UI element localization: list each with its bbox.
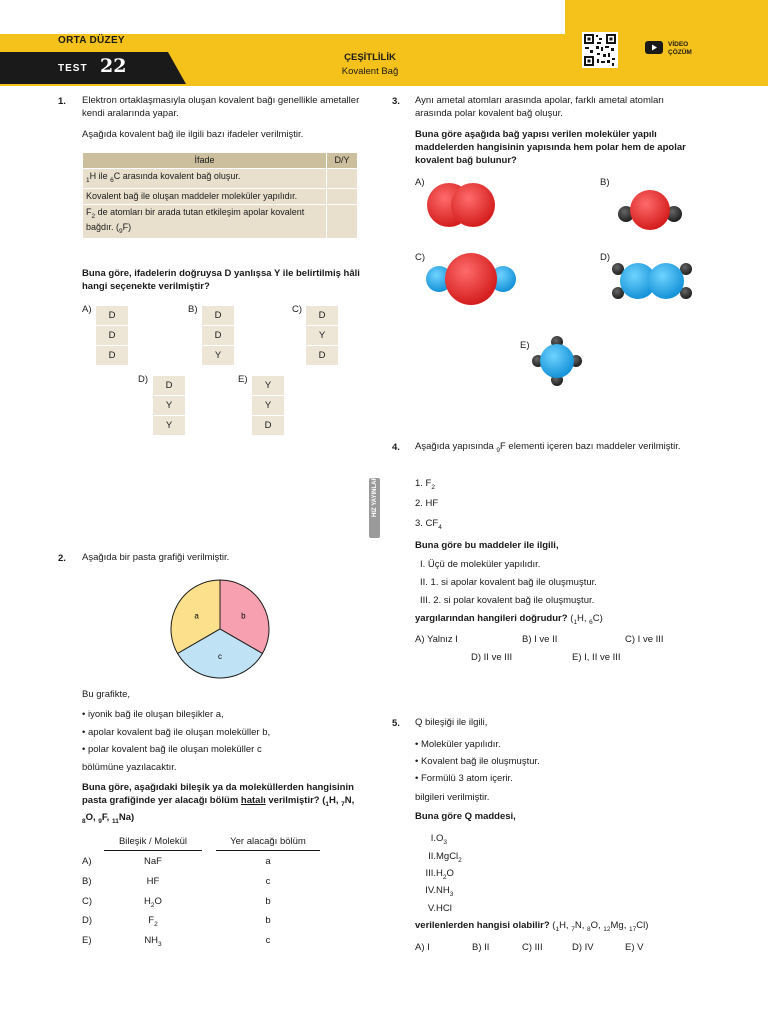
q2-bullet-2-text: apolar kovalent bağ ile oluşan moleküller b,	[87, 727, 271, 738]
q4-number: 4.	[392, 442, 400, 453]
q2-question-underline: hatalı	[240, 795, 266, 806]
q2-intro: Bu grafikte,	[82, 689, 131, 700]
q4-option-c[interactable]: C) I ve III	[625, 634, 664, 645]
table-row	[83, 204, 358, 239]
video-play-icon[interactable]	[645, 41, 663, 54]
q5-number: 5.	[392, 718, 400, 729]
q3-number: 3.	[392, 96, 400, 107]
q2-option-a-part: a	[265, 856, 271, 867]
q1-dy-cell[interactable]	[327, 169, 358, 189]
q4-statement-3: III. 2. si polar kovalent bağ ile oluşmuştur.	[420, 595, 595, 606]
q1-statement-table	[82, 152, 358, 239]
pie-label-b: b	[241, 611, 246, 621]
q2-option-a-compound: NaF	[144, 856, 162, 867]
q1-option-e-value: Y	[252, 376, 284, 396]
q2-option-a-label[interactable]: A)	[82, 856, 92, 867]
q2-col-part: Yer alacağı bölüm	[216, 835, 320, 851]
q1-option-b-value: D	[202, 306, 234, 326]
qr-code-icon[interactable]	[582, 32, 618, 68]
q2-question-text: Buna göre, aşağıdaki bileşik ya da moleküllerden hangisinin pasta grafiğinde yer alacağı bölüm	[82, 782, 354, 806]
q4-item-1: 1. $F_2$	[415, 478, 435, 491]
q5-bullet-2: • Kovalent bağ ile oluşmuştur.	[415, 756, 540, 767]
q2-pie-chart	[168, 578, 272, 680]
q5-choice-4: $NH_3$	[436, 885, 454, 898]
q5-tail: bilgileri verilmiştir.	[415, 792, 490, 803]
q5-choice-1: $O_3$	[436, 833, 448, 846]
q5-choice-2: MgCl$_2$	[436, 851, 462, 864]
q3-option-e-label[interactable]: E)	[520, 340, 530, 351]
q1-option-b-label[interactable]: B)	[188, 304, 198, 315]
q1-option-a-value: D	[96, 346, 128, 366]
q2-option-e-compound: $NH_3$	[144, 935, 162, 948]
q2-col-compound: Bileşik / Molekül	[104, 835, 202, 851]
q3-option-a-label[interactable]: A)	[415, 177, 425, 188]
q2-option-d-compound: $F_2$	[148, 915, 158, 928]
q5-question-2: verilenlerden hangisi olabilir? ($_1H$, $_7$N, $_8$O, $_{12}$Mg, $_{17}$Cl)	[415, 920, 649, 933]
q5-bullet-1-text: Moleküler yapılıdır.	[420, 739, 501, 750]
q2-bullet-3-text: polar kovalent bağ ile oluşan moleküller c	[87, 744, 262, 755]
q2-bullet-1-text: iyonik bağ ile oluşan bileşikler a,	[87, 709, 224, 720]
q5-option-d[interactable]: D) IV	[572, 942, 594, 953]
publisher-label: HIZ YAYINLARI	[372, 474, 378, 517]
q1-option-b-value: Y	[202, 346, 234, 366]
q1-number: 1.	[58, 96, 66, 107]
q5-bullet-3: • Formülü 3 atom içerir.	[415, 773, 513, 784]
q1-option-c-value: D	[306, 306, 338, 326]
q2-option-e-part: c	[265, 935, 271, 946]
q4-option-a[interactable]: A) Yalnız I	[415, 634, 458, 645]
q2-option-d-part: b	[265, 915, 271, 926]
q1-option-a-label[interactable]: A)	[82, 304, 92, 315]
q1-statement-3: $F_2$ de atomları bir arada tutan etkileşim apolar kovalent bağdır. $(_9F)$	[83, 204, 327, 239]
q2-option-d-label[interactable]: D)	[82, 915, 93, 926]
q5-option-b[interactable]: B) II	[472, 942, 490, 953]
q1-option-e-value: Y	[252, 396, 284, 416]
level-label: ORTA DÜZEY	[58, 35, 125, 46]
test-number: 22	[100, 55, 127, 77]
q1-option-c-value: D	[306, 346, 338, 366]
q5-choice-3: $H_2O$	[436, 868, 454, 881]
q2-lead: Aşağıda bir pasta grafiği verilmiştir.	[82, 552, 230, 563]
q1-statement-2: Kovalent bağ ile oluşan maddeler moleküler yapılıdır.	[83, 188, 327, 204]
q3-option-b-label[interactable]: B)	[600, 177, 610, 188]
q5-roman-4: IV.	[425, 885, 436, 896]
q4-statement-2: II. 1. si apolar kovalent bağ ile oluşmuştur.	[420, 577, 597, 588]
topic-title: Kovalent Bağ	[341, 66, 399, 77]
table-row	[83, 188, 358, 204]
q5-question-2-text: verilenlerden hangisi olabilir?	[415, 920, 550, 931]
video-line1: VİDEO	[668, 41, 689, 48]
q5-lead: Q bileşiği ile ilgili,	[415, 717, 488, 728]
q2-question: Buna göre, aşağıdaki bileşik ya da moleküllerden hangisinin pasta grafiğinde yer alacağı bölüm hatalı verilmiştir? ($_1H$, $_7$N, $_8$O, $_9$F, $_{11}$Na)	[82, 782, 355, 825]
q3-molecule-e-icon[interactable]	[532, 336, 582, 386]
q1-option-b[interactable]	[202, 306, 234, 366]
q1-option-d-label[interactable]: D)	[138, 374, 149, 385]
q5-roman-2: II.	[428, 851, 436, 862]
q3-option-d-label[interactable]: D)	[600, 252, 611, 263]
q1-option-d-value: Y	[153, 396, 185, 416]
q1-col-statement: İfade	[83, 153, 327, 169]
q2-option-b-label[interactable]: B)	[82, 876, 92, 887]
q2-option-b-compound: HF	[146, 876, 160, 887]
q3-molecule-b-icon[interactable]	[614, 188, 686, 234]
q2-option-b-part: c	[265, 876, 271, 887]
q1-question: Buna göre, ifadelerin doğruysa D yanlışsa Y ile belirtilmiş hâli hangi seçenekte verilmiştir?	[82, 268, 360, 292]
subject-title: ÇEŞİTLİLİK	[344, 52, 396, 63]
q3-molecule-c-icon[interactable]	[425, 250, 517, 308]
q5-option-a[interactable]: A) I	[415, 942, 430, 953]
q2-bullet-1: • iyonik bağ ile oluşan bileşikler a,	[82, 709, 224, 720]
q2-option-e-label[interactable]: E)	[82, 935, 92, 946]
test-label: TEST	[58, 63, 88, 74]
q1-dy-cell[interactable]	[327, 188, 358, 204]
q5-roman-5: V.	[427, 903, 436, 914]
video-solution-label[interactable]	[668, 41, 692, 57]
q4-item-3: 3. $CF_4$	[415, 518, 442, 531]
q1-lead: Aşağıda kovalent bağ ile ilgili bazı ifadeler verilmiştir.	[82, 129, 304, 140]
table-row	[83, 169, 358, 189]
q2-question-text-2: verilmiştir?	[268, 795, 320, 806]
q1-option-d[interactable]	[153, 376, 185, 436]
test-badge	[0, 52, 186, 84]
q1-option-c-value: Y	[306, 326, 338, 346]
q1-option-a[interactable]	[96, 306, 128, 366]
q4-question: Buna göre bu maddeler ile ilgili,	[415, 540, 559, 551]
q4-option-d[interactable]: D) II ve III	[471, 652, 513, 663]
q4-question-2: yargılarından hangileri doğrudur? ($_1H$, $_6$C)	[415, 613, 603, 626]
header-white-strip	[0, 0, 565, 34]
q2-option-c-compound: $H_2O$	[144, 896, 162, 909]
q2-tail: bölümüne yazılacaktır.	[82, 762, 177, 773]
q2-number: 2.	[58, 553, 66, 564]
q1-option-d-value: Y	[153, 416, 185, 436]
q4-item-2: 2. HF	[415, 498, 439, 509]
q5-choice-5: HCl	[436, 903, 452, 914]
q1-option-a-value: D	[96, 326, 128, 346]
q1-option-a-value: D	[96, 306, 128, 326]
q5-bullet-2-text: Kovalent bağ ile oluşmuştur.	[420, 756, 540, 767]
q5-roman-1: I.	[430, 833, 436, 844]
q1-intro: Elektron ortaklaşmasıyla oluşan kovalent bağı genellikle ametaller kendi aralarında yapar.	[82, 95, 360, 119]
q1-statement-1: $_1$H ile $_6$C arasında kovalent bağ oluşur.	[83, 169, 327, 189]
q4-option-e[interactable]: E) I, II ve III	[572, 652, 621, 663]
q1-option-d-value: D	[153, 376, 185, 396]
q3-molecule-a-icon[interactable]	[425, 180, 497, 230]
q2-option-c-part: b	[265, 896, 271, 907]
q2-bullet-3: • polar kovalent bağ ile oluşan moleküller c	[82, 744, 262, 755]
video-line2: ÇÖZÜM	[668, 49, 692, 56]
pie-label-a: a	[194, 611, 199, 621]
q1-dy-cell[interactable]	[327, 204, 358, 239]
q2-option-c-label[interactable]: C)	[82, 896, 93, 907]
q1-option-c[interactable]	[306, 306, 338, 366]
q5-question: Buna göre Q maddesi,	[415, 811, 516, 822]
subject-block	[320, 52, 420, 77]
q1-option-e-label[interactable]: E)	[238, 374, 248, 385]
q3-option-c-label[interactable]: C)	[415, 252, 426, 263]
q1-option-e[interactable]	[252, 376, 284, 436]
q3-question: Buna göre aşağıda bağ yapısı verilen moleküler yapılı maddelerden hangisinin yapısında hem polar hem de apolar kovalent bağ bulunur?	[415, 129, 686, 166]
q5-bullet-3-text: Formülü 3 atom içerir.	[420, 773, 513, 784]
q4-statement-1: I. Üçü de moleküler yapılıdır.	[420, 559, 541, 570]
q5-roman-3: III.	[425, 868, 436, 879]
q5-option-c[interactable]: C) III	[522, 942, 543, 953]
q4-lead: Aşağıda yapısında $_9$F elementi içeren bazı maddeler verilmiştir.	[415, 441, 681, 454]
q5-bullet-1: • Moleküler yapılıdır.	[415, 739, 501, 750]
pie-label-c: c	[218, 651, 222, 661]
q1-col-dy: D/Y	[327, 153, 358, 169]
q2-bullet-2: • apolar kovalent bağ ile oluşan moleküller b,	[82, 727, 271, 738]
q3-molecule-d-icon[interactable]	[608, 258, 696, 304]
q1-option-b-value: D	[202, 326, 234, 346]
q4-option-b[interactable]: B) I ve II	[522, 634, 558, 645]
q1-option-c-label[interactable]: C)	[292, 304, 303, 315]
q1-option-e-value: D	[252, 416, 284, 436]
q5-option-e[interactable]: E) V	[625, 942, 644, 953]
q3-intro: Aynı ametal atomları arasında apolar, farklı ametal atomları arasında polar kovalent bağ oluşur.	[415, 95, 665, 119]
